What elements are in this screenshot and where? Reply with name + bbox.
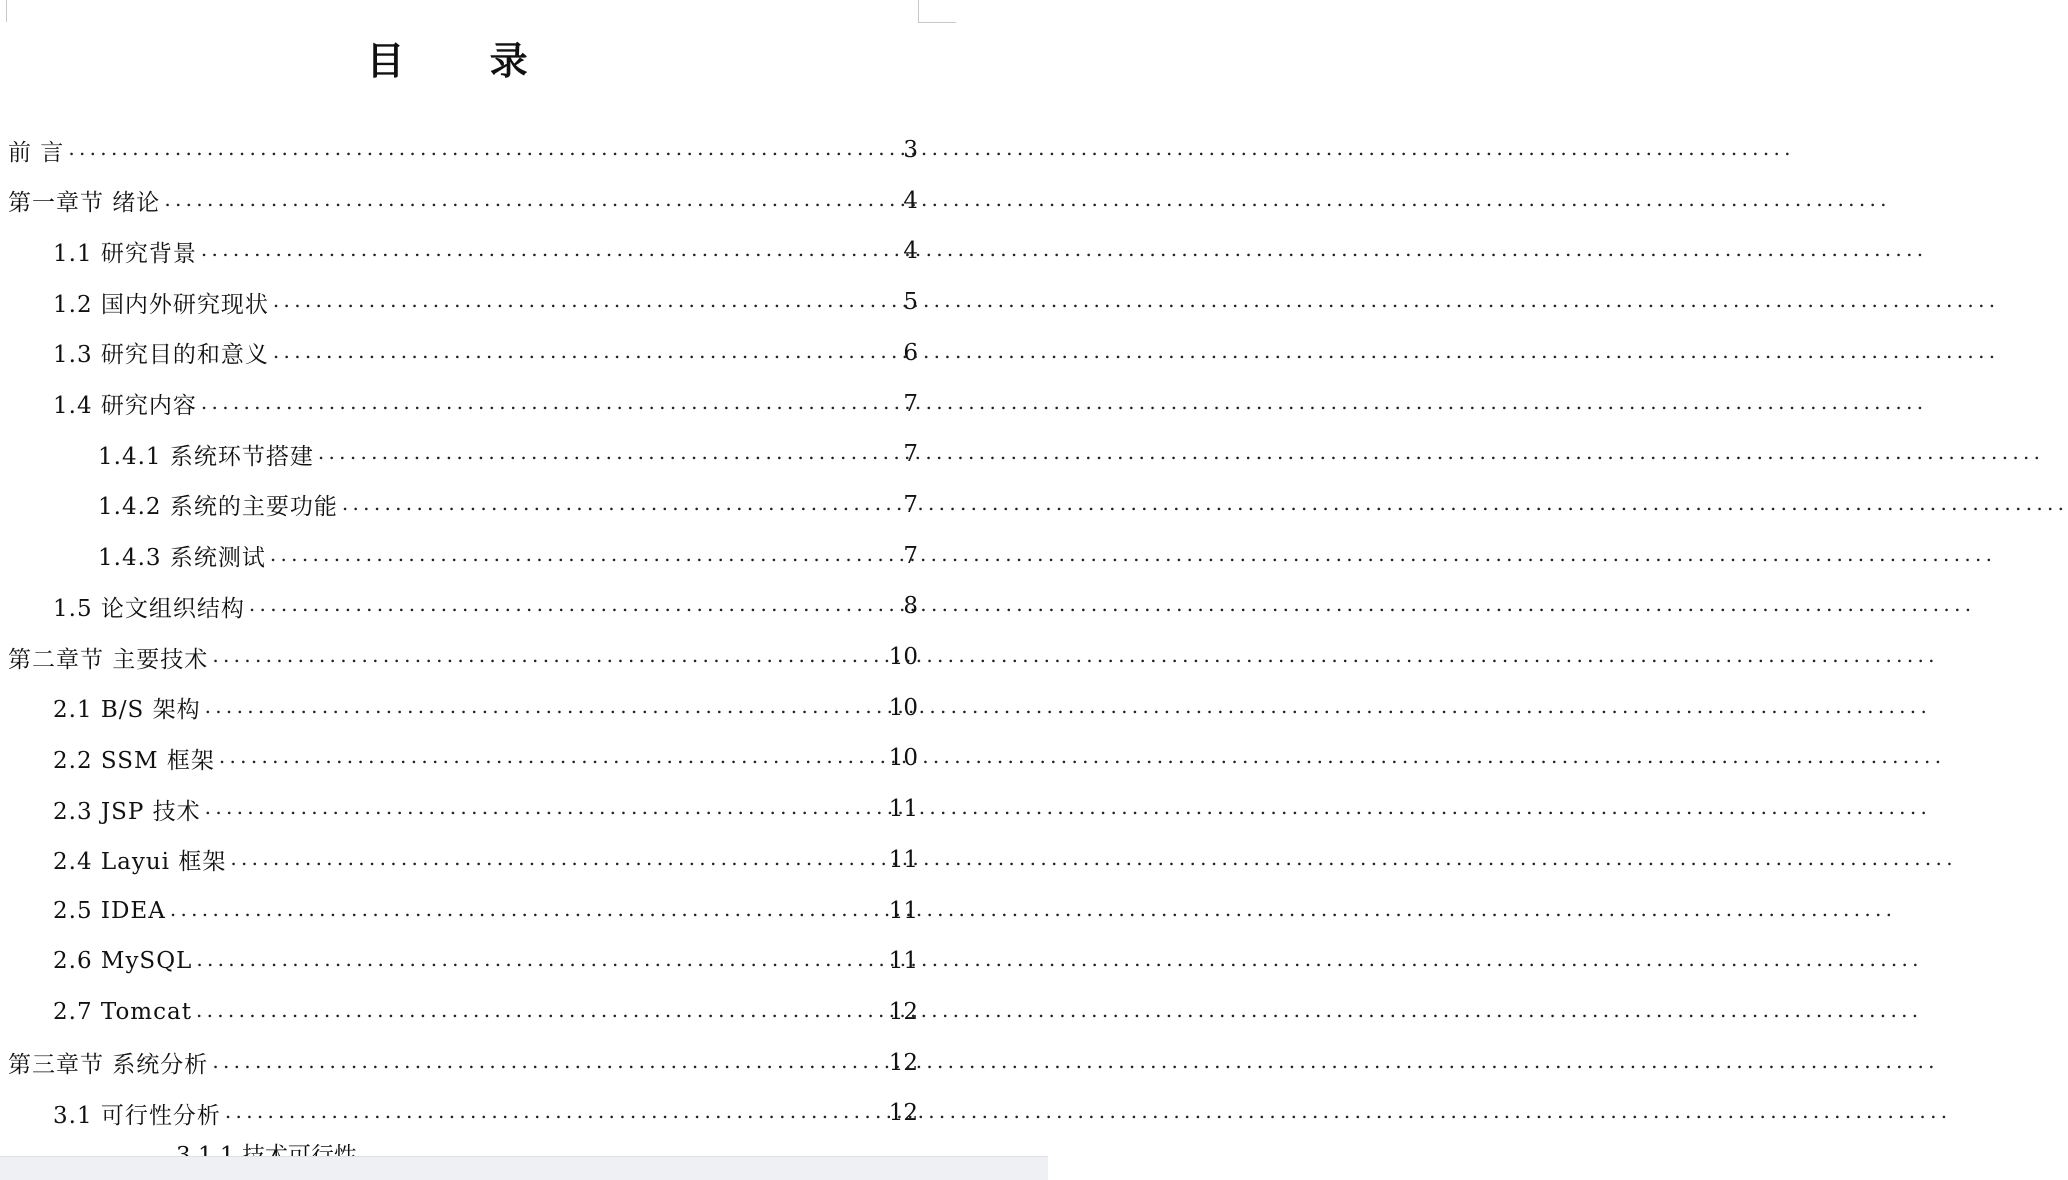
toc-dot-leader	[212, 645, 882, 669]
toc-entry-label: 1.4.2 系统的主要功能	[98, 494, 338, 521]
viewer-bottom-bar	[0, 1156, 1048, 1180]
toc-entry-label: 1.5 论文组织结构	[53, 595, 245, 622]
toc-entry-label: 2.4 Layui 框架	[53, 849, 227, 876]
toc-entry-label: 1.4 研究内容	[53, 393, 197, 419]
crop-mark-right-horizontal	[918, 22, 956, 23]
toc-dot-leader	[205, 797, 882, 821]
toc-entry[interactable]	[8, 183, 918, 219]
toc-entry-label: 2.1 B/S 架构	[53, 697, 201, 724]
toc-dot-leader	[201, 239, 882, 263]
toc-page-number: 4	[903, 187, 918, 214]
toc-entry[interactable]	[53, 588, 918, 624]
toc-dot-leader	[196, 949, 882, 973]
toc-dot-leader	[212, 1051, 882, 1075]
toc-entry[interactable]	[8, 639, 918, 675]
toc-entry[interactable]	[53, 994, 918, 1030]
toc-page-number: 10	[888, 745, 918, 772]
toc-dot-leader	[164, 189, 882, 213]
toc-entry-label: 2.2 SSM 框架	[53, 747, 215, 774]
toc-entry[interactable]	[8, 1045, 918, 1081]
toc-entry[interactable]	[53, 842, 918, 878]
document-page	[0, 0, 1048, 1156]
toc-page-number: 3	[903, 137, 918, 163]
toc-page-number: 11	[888, 796, 918, 823]
toc-entry[interactable]	[53, 893, 918, 929]
toc-entry[interactable]	[8, 132, 918, 168]
toc-entry-label: 2.5 IDEA	[53, 897, 166, 924]
toc-page-number: 6	[903, 339, 918, 366]
toc-dot-leader	[170, 899, 882, 923]
toc-entry[interactable]	[53, 690, 918, 726]
crop-mark-left	[6, 0, 7, 22]
toc-entry[interactable]	[98, 538, 918, 574]
toc-entry[interactable]	[98, 487, 918, 523]
toc-dot-leader	[273, 290, 882, 314]
toc-dot-leader	[225, 1101, 882, 1125]
toc-dot-leader	[342, 493, 882, 517]
toc-entry[interactable]	[53, 386, 918, 422]
toc-dot-leader	[270, 544, 882, 568]
toc-entry-label: 1.4.1 系统环节搭建	[98, 443, 314, 470]
toc-page-number: 7	[903, 542, 918, 569]
toc-entry-label: 2.6 MySQL	[53, 948, 193, 975]
toc-entry-label: 2.3 JSP 技术	[53, 798, 201, 825]
toc-page-number: 7	[903, 441, 918, 468]
toc-dot-leader	[201, 392, 882, 416]
toc-dot-leader	[196, 1000, 882, 1024]
toc-entry-label: 第一章节 绪论	[8, 190, 161, 217]
toc-dot-leader	[249, 594, 882, 618]
toc-entry[interactable]	[98, 436, 918, 472]
toc-entry-label: 前 言	[8, 139, 65, 166]
toc-entry[interactable]	[53, 740, 918, 776]
toc-entry-label: 1.1 研究背景	[53, 240, 197, 267]
toc-entry-label: 第二章节 主要技术	[8, 646, 209, 673]
toc-entry[interactable]	[53, 233, 918, 269]
toc-dot-leader	[219, 746, 882, 770]
toc-page-number: 12	[888, 998, 918, 1025]
toc-page-number: 10	[888, 644, 918, 670]
toc-entry[interactable]	[53, 1095, 918, 1131]
toc-page-number: 8	[903, 593, 918, 620]
toc-entry[interactable]	[53, 284, 918, 320]
toc-page-number: 4	[903, 238, 918, 265]
toc-page-number: 7	[903, 491, 918, 518]
toc-page-number: 12	[888, 1100, 918, 1127]
toc-page-number: 12	[888, 1049, 918, 1076]
toc-dot-leader	[68, 138, 882, 162]
toc-title: 目 录	[366, 38, 564, 83]
toc-entry[interactable]	[53, 791, 918, 827]
toc-entry-label: 1.3 研究目的和意义	[53, 342, 269, 369]
toc-page-number: 10	[888, 694, 918, 721]
toc-dot-leader	[273, 341, 882, 365]
toc-entry-label: 第三章节 系统分析	[8, 1052, 209, 1079]
toc-page-number: 7	[903, 390, 918, 417]
toc-page-number: 11	[888, 846, 918, 873]
toc-entry[interactable]	[53, 335, 918, 371]
toc-page-number: 5	[903, 289, 918, 316]
toc-entry[interactable]	[53, 943, 918, 979]
toc-entry-label: 1.2 国内外研究现状	[53, 291, 269, 318]
toc-entry-label: 3.1 可行性分析	[53, 1102, 221, 1129]
toc-dot-leader	[318, 442, 882, 466]
toc-dot-leader	[230, 848, 882, 872]
crop-mark-right-vertical	[918, 0, 919, 22]
toc-entry-label: 2.7 Tomcat	[53, 998, 192, 1025]
partial-toc-entry	[176, 1144, 357, 1156]
toc-page-number: 11	[888, 948, 918, 975]
toc-page-number: 11	[888, 897, 918, 924]
toc-dot-leader	[205, 696, 882, 720]
toc-entry-label: 1.4.3 系统测试	[98, 545, 266, 572]
